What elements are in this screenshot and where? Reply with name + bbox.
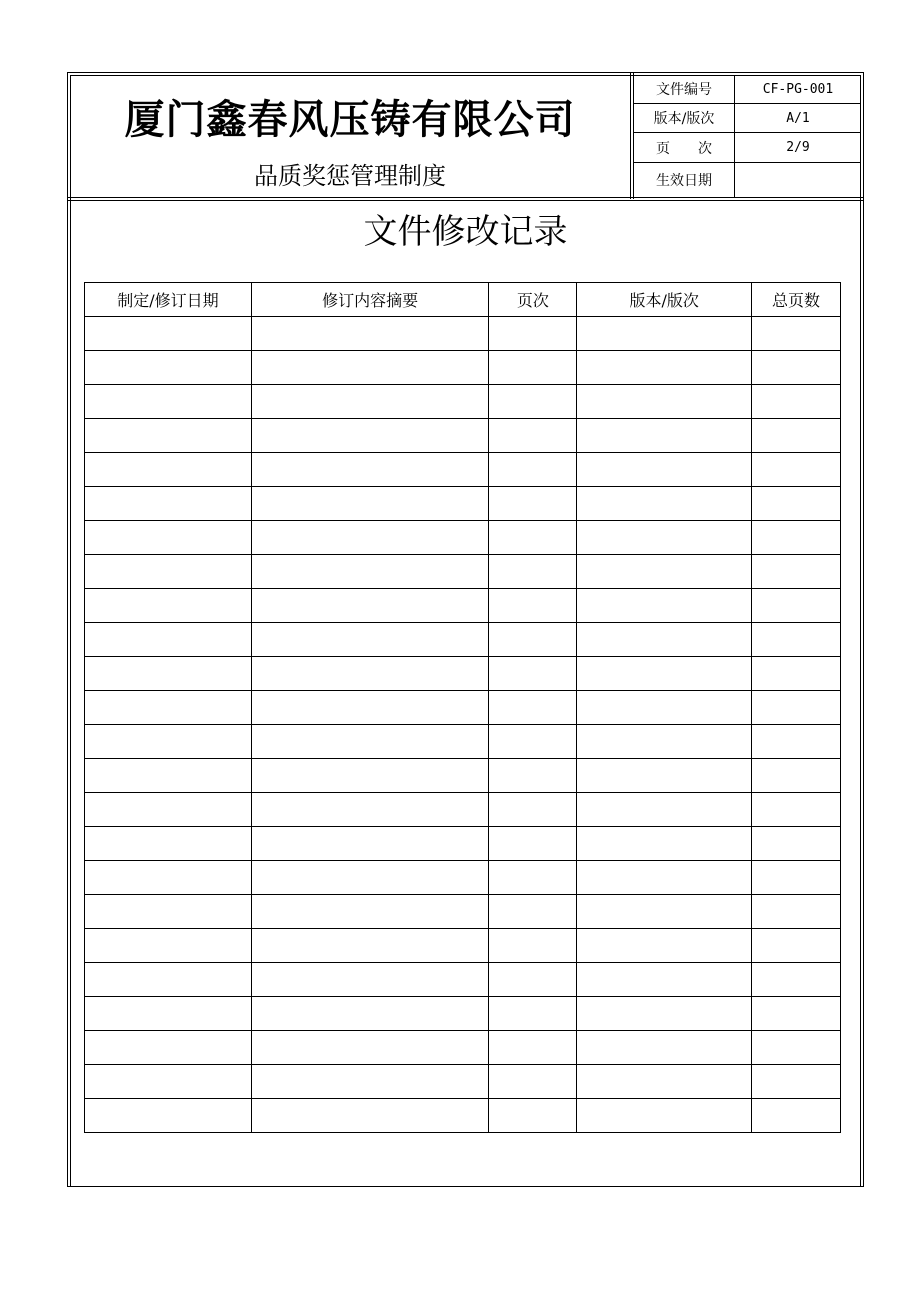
table-cell xyxy=(489,453,577,487)
table-cell xyxy=(489,623,577,657)
revision-table-body xyxy=(85,317,841,1133)
table-cell xyxy=(251,759,489,793)
table-row xyxy=(85,623,841,657)
table-cell xyxy=(577,1099,752,1133)
table-cell xyxy=(752,759,841,793)
table-cell xyxy=(752,895,841,929)
table-cell xyxy=(577,1065,752,1099)
table-cell xyxy=(85,1099,252,1133)
table-cell xyxy=(577,521,752,555)
table-cell xyxy=(251,555,489,589)
table-cell xyxy=(85,657,252,691)
table-cell xyxy=(85,895,252,929)
table-cell xyxy=(251,1031,489,1065)
table-cell xyxy=(577,351,752,385)
table-cell xyxy=(752,1099,841,1133)
table-row xyxy=(85,1031,841,1065)
table-cell xyxy=(85,317,252,351)
table-cell xyxy=(577,895,752,929)
table-cell xyxy=(489,351,577,385)
table-row xyxy=(85,759,841,793)
table-cell xyxy=(489,691,577,725)
table-row xyxy=(85,589,841,623)
table-cell xyxy=(489,521,577,555)
header-bottom-rule xyxy=(67,197,864,201)
table-cell xyxy=(577,929,752,963)
meta-row xyxy=(634,104,861,133)
table-row xyxy=(85,317,841,351)
table-row xyxy=(85,657,841,691)
table-cell xyxy=(489,861,577,895)
table-row xyxy=(85,691,841,725)
table-cell xyxy=(752,657,841,691)
table-cell xyxy=(251,487,489,521)
table-cell xyxy=(577,861,752,895)
table-cell xyxy=(251,453,489,487)
table-cell xyxy=(577,487,752,521)
table-row xyxy=(85,453,841,487)
meta-label: 页 次 xyxy=(634,133,735,162)
table-cell xyxy=(85,997,252,1031)
table-cell xyxy=(251,827,489,861)
table-cell xyxy=(251,521,489,555)
table-cell xyxy=(577,691,752,725)
table-cell xyxy=(251,1099,489,1133)
table-cell xyxy=(251,793,489,827)
table-cell xyxy=(752,453,841,487)
table-cell xyxy=(577,1031,752,1065)
table-cell xyxy=(85,419,252,453)
table-cell xyxy=(85,725,252,759)
table-cell xyxy=(752,1065,841,1099)
table-cell xyxy=(85,351,252,385)
table-cell xyxy=(85,691,252,725)
table-cell xyxy=(489,1065,577,1099)
table-cell xyxy=(251,997,489,1031)
table-row xyxy=(85,725,841,759)
table-cell xyxy=(85,487,252,521)
table-cell xyxy=(577,419,752,453)
table-cell xyxy=(251,589,489,623)
table-cell xyxy=(752,351,841,385)
table-cell xyxy=(752,827,841,861)
table-cell xyxy=(752,589,841,623)
table-cell xyxy=(577,555,752,589)
table-cell xyxy=(577,453,752,487)
table-cell xyxy=(752,385,841,419)
table-cell xyxy=(489,487,577,521)
table-cell xyxy=(489,385,577,419)
table-row xyxy=(85,385,841,419)
meta-label: 生效日期 xyxy=(634,162,735,197)
table-cell xyxy=(85,1031,252,1065)
column-header-date: 制定/修订日期 xyxy=(85,283,252,317)
table-cell xyxy=(85,521,252,555)
table-cell xyxy=(752,861,841,895)
table-cell xyxy=(752,521,841,555)
table-row xyxy=(85,555,841,589)
table-row xyxy=(85,827,841,861)
table-cell xyxy=(251,861,489,895)
table-cell xyxy=(251,963,489,997)
table-cell xyxy=(85,793,252,827)
table-cell xyxy=(752,963,841,997)
table-cell xyxy=(251,895,489,929)
table-cell xyxy=(251,691,489,725)
table-cell xyxy=(752,487,841,521)
table-row xyxy=(85,1065,841,1099)
table-cell xyxy=(577,385,752,419)
table-cell xyxy=(577,827,752,861)
table-cell xyxy=(489,759,577,793)
meta-label: 版本/版次 xyxy=(634,104,735,133)
table-cell xyxy=(85,385,252,419)
document-title: 品质奖惩管理制度 xyxy=(254,162,446,190)
table-row xyxy=(85,895,841,929)
table-cell xyxy=(577,793,752,827)
section-title: 文件修改记录 xyxy=(363,212,568,252)
table-cell xyxy=(489,555,577,589)
table-cell xyxy=(752,691,841,725)
table-cell xyxy=(85,453,252,487)
table-cell xyxy=(251,351,489,385)
table-cell xyxy=(752,793,841,827)
column-header-total-pages: 总页数 xyxy=(752,283,841,317)
table-cell xyxy=(489,1099,577,1133)
table-cell xyxy=(489,657,577,691)
table-cell xyxy=(85,623,252,657)
table-cell xyxy=(489,929,577,963)
table-row xyxy=(85,351,841,385)
table-cell xyxy=(577,997,752,1031)
table-cell xyxy=(577,759,752,793)
table-cell xyxy=(85,963,252,997)
table-cell xyxy=(251,657,489,691)
table-cell xyxy=(251,725,489,759)
table-cell xyxy=(85,759,252,793)
table-cell xyxy=(251,419,489,453)
table-row xyxy=(85,521,841,555)
table-cell xyxy=(489,419,577,453)
table-row xyxy=(85,1099,841,1133)
meta-value xyxy=(735,162,862,197)
table-cell xyxy=(752,419,841,453)
table-cell xyxy=(752,1031,841,1065)
meta-row xyxy=(634,75,861,104)
table-cell xyxy=(489,963,577,997)
table-row xyxy=(85,793,841,827)
table-cell xyxy=(752,623,841,657)
table-cell xyxy=(577,725,752,759)
table-row xyxy=(85,487,841,521)
table-cell xyxy=(251,1065,489,1099)
meta-row xyxy=(634,162,861,197)
meta-row xyxy=(634,133,861,162)
table-cell xyxy=(577,589,752,623)
table-cell xyxy=(251,929,489,963)
table-row xyxy=(85,963,841,997)
table-cell xyxy=(85,827,252,861)
table-row xyxy=(85,997,841,1031)
table-cell xyxy=(752,725,841,759)
table-cell xyxy=(489,895,577,929)
table-cell xyxy=(85,929,252,963)
table-header-row xyxy=(85,283,841,317)
table-cell xyxy=(489,827,577,861)
table-cell xyxy=(251,317,489,351)
column-header-summary: 修订内容摘要 xyxy=(251,283,489,317)
table-cell xyxy=(489,793,577,827)
table-cell xyxy=(251,623,489,657)
table-cell xyxy=(489,997,577,1031)
table-cell xyxy=(85,1065,252,1099)
table-cell xyxy=(489,725,577,759)
meta-value: CF-PG-001 xyxy=(735,75,862,104)
column-header-version: 版本/版次 xyxy=(577,283,752,317)
revision-record-table xyxy=(84,282,841,1133)
table-cell xyxy=(577,317,752,351)
table-cell xyxy=(489,317,577,351)
table-cell xyxy=(577,657,752,691)
table-cell xyxy=(752,997,841,1031)
meta-value: A/1 xyxy=(735,104,862,133)
table-row xyxy=(85,929,841,963)
table-cell xyxy=(577,623,752,657)
table-cell xyxy=(251,385,489,419)
column-header-page: 页次 xyxy=(489,283,577,317)
table-cell xyxy=(85,861,252,895)
table-cell xyxy=(85,589,252,623)
table-cell xyxy=(489,589,577,623)
table-cell xyxy=(752,317,841,351)
table-cell xyxy=(85,555,252,589)
document-meta-table xyxy=(634,75,861,197)
table-row xyxy=(85,861,841,895)
table-cell xyxy=(489,1031,577,1065)
table-cell xyxy=(752,929,841,963)
meta-label: 文件编号 xyxy=(634,75,735,104)
table-cell xyxy=(752,555,841,589)
table-row xyxy=(85,419,841,453)
meta-value: 2/9 xyxy=(735,133,862,162)
table-cell xyxy=(577,963,752,997)
company-name: 厦门鑫春风压铸有限公司 xyxy=(124,97,576,143)
